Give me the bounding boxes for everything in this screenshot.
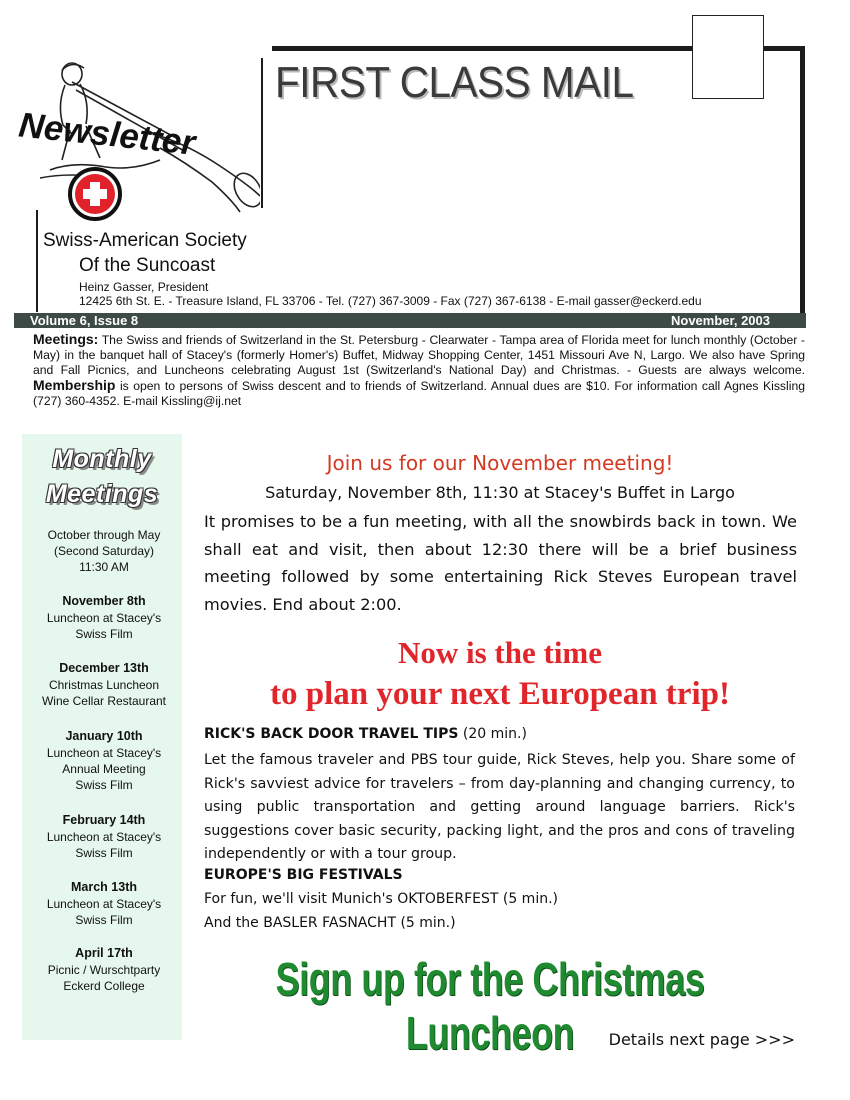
meetings-label: Meetings:: [33, 331, 99, 347]
stamp-box: [692, 15, 764, 99]
meetings-intro: [33, 332, 805, 409]
swiss-cross-icon: [70, 169, 120, 219]
schedule-line: (Second Saturday): [53, 544, 155, 558]
society-name-line2: Of the Suncoast: [79, 255, 216, 276]
society-name-line1: Swiss-American Society: [43, 230, 247, 251]
event-detail: Luncheon at Stacey's: [46, 897, 162, 911]
membership-label: Membership: [33, 377, 116, 393]
event-detail: Swiss Film: [75, 846, 133, 860]
trip-headline-line2: to plan your next European trip!: [270, 676, 730, 712]
sidebar-heading-meetings: Meetings: [45, 480, 159, 508]
schedule-line: 11:30 AM: [79, 560, 129, 574]
address-line: 12425 6th St. E. - Treasure Island, FL 33706 - Tel. (727) 367-3009 - Fax (727) 367-6138 - E-mail gasser@eckerd.edu: [79, 294, 702, 308]
november-meeting-heading: Join us for our November meeting!: [326, 451, 674, 475]
festival-line: And the BASLER FASNACHT (5 min.): [204, 915, 456, 931]
header-border-left: [261, 58, 263, 208]
event-detail: Picnic / Wurschtparty: [47, 963, 161, 977]
festival-line: For fun, we'll visit Munich's OKTOBERFEST (5 min.): [204, 891, 558, 907]
event-detail: Swiss Film: [75, 778, 133, 792]
event-date: December 13th: [59, 661, 149, 675]
event-date: January 10th: [65, 729, 143, 743]
volume-issue: Volume 6, Issue 8: [30, 313, 139, 328]
trip-headline-line1: Now is the time: [397, 635, 603, 670]
meetings-text-b: is open to persons of Swiss descent and to friends of Switzerland. Annual dues are $10. For information call Agnes Kissling (727) 360-4352. E-mail Kissling@ij.net: [33, 379, 805, 408]
rick-heading-title: RICK'S BACK DOOR TRAVEL TIPS: [204, 726, 459, 742]
event-detail: Swiss Film: [75, 913, 133, 927]
event-date: April 17th: [75, 946, 133, 960]
event-date: November 8th: [62, 594, 146, 608]
event-date: March 13th: [71, 880, 137, 894]
first-class-mail-title: FIRST CLASS MAIL: [275, 58, 634, 107]
president-line: Heinz Gasser, President: [79, 280, 209, 294]
schedule-line: October through May: [47, 528, 161, 542]
rick-section-text: Let the famous traveler and PBS tour guide, Rick Steves, help you. Share some of Rick's savviest advice for travelers – from day-planning and changing currency, to using public transportation and getting around language barriers. Rick's suggestions cover basic security, packing light, and the pros and cons of traveling independently or with a tour group.: [204, 752, 795, 862]
rick-section-heading: [204, 726, 527, 742]
details-next-page: Details next page >>>: [608, 1030, 795, 1049]
meeting-date-line: Saturday, November 8th, 11:30 at Stacey's Buffet in Largo: [265, 483, 735, 502]
logo-newsletter-word: Newsletter: [16, 105, 198, 163]
festivals-heading: EUROPE'S BIG FESTIVALS: [204, 867, 403, 883]
header-border-right: [800, 46, 805, 316]
rick-heading-duration: (20 min.): [458, 726, 527, 742]
issue-bar: [14, 313, 806, 328]
issue-date: November, 2003: [670, 313, 770, 328]
event-detail: Luncheon at Stacey's: [46, 611, 162, 625]
event-detail: Luncheon at Stacey's: [46, 830, 162, 844]
event-detail: Wine Cellar Restaurant: [41, 694, 167, 708]
meetings-text-a: The Swiss and friends of Switzerland in the St. Petersburg - Clearwater - Tampa area of Florida meet for lunch monthly (October - May) in the banquet hall of Stacey's (formerly Homer's) Buffet, Midway Shopping Center, 1451 Missouri Ave N, Largo. We also have Spring and Fall Picnics, and Luncheons celebrating August 1st (Switzerland's National Day) and Christmas. - Guests are always welcome.: [33, 333, 805, 377]
christmas-signup-banner: Sign up for the Christmas Luncheon: [275, 953, 705, 1059]
event-detail: Luncheon at Stacey's: [46, 746, 162, 760]
event-detail: Christmas Luncheon: [48, 678, 160, 692]
meeting-description: It promises to be a fun meeting, with all the snowbirds back in town. We shall eat and visit, then about 12:30 there will be a brief business meeting followed by some entertaining Rick Steves European travel movies. End about 2:00.: [204, 512, 797, 614]
event-detail: Eckerd College: [63, 979, 145, 993]
event-detail: Annual Meeting: [62, 762, 146, 776]
event-detail: Swiss Film: [75, 627, 133, 641]
sidebar-heading-monthly: Monthly: [52, 445, 152, 473]
event-date: February 14th: [62, 813, 146, 827]
newsletter-logo: [10, 60, 260, 230]
